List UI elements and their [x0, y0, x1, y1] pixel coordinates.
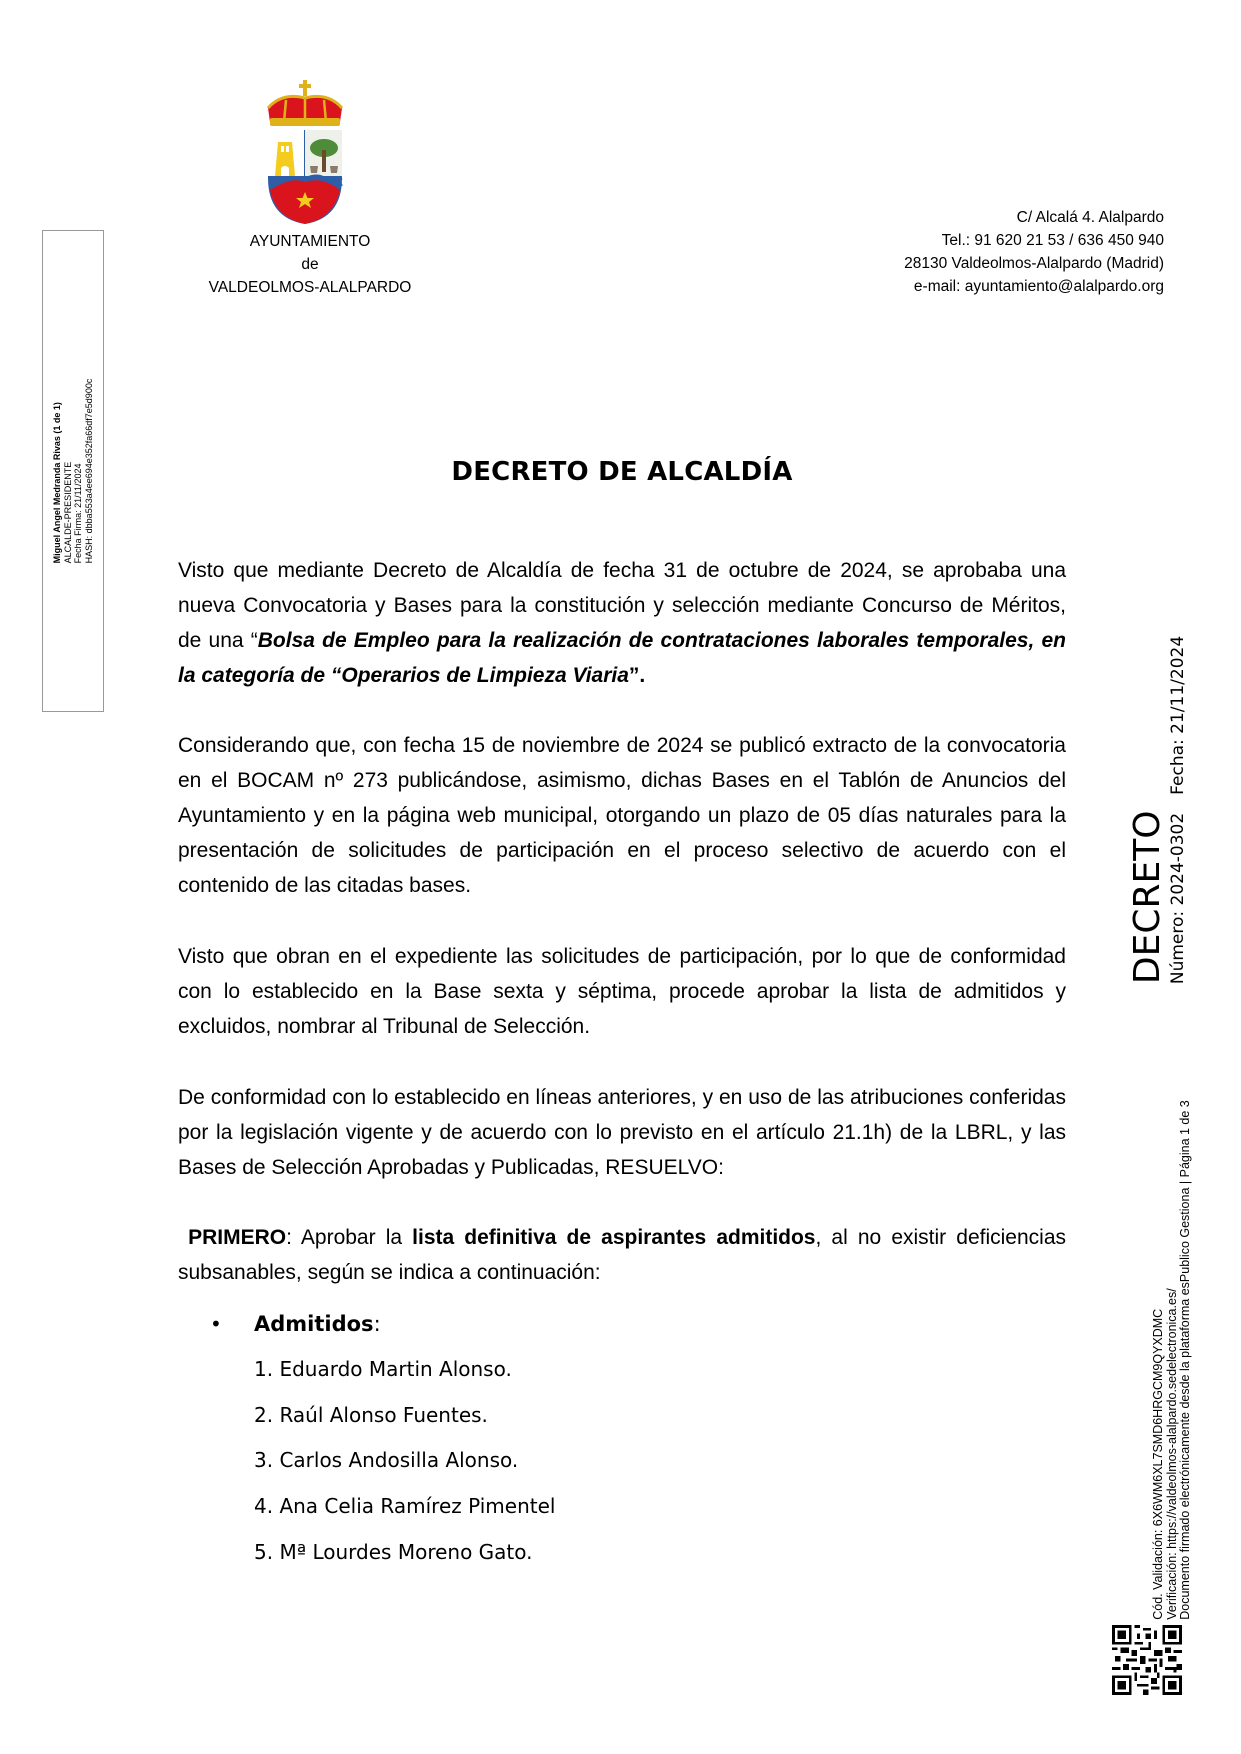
org-line-2: de — [301, 256, 319, 273]
list-item: 4. Ana Celia Ramírez Pimentel — [254, 1494, 556, 1518]
verification-block — [1142, 1095, 1202, 1625]
contact-email: e-mail: ayuntamiento@alalpardo.org — [913, 278, 1164, 295]
qr-code-icon[interactable] — [1112, 1625, 1182, 1695]
list-item: 2. Raúl Alonso Fuentes. — [254, 1403, 488, 1427]
primero-text-a: : Aprobar la — [286, 1226, 413, 1249]
signer-name: Miguel Angel Medranda Rivas (1 de 1) — [52, 402, 62, 564]
primero-label: PRIMERO — [188, 1226, 287, 1249]
verification-text — [1152, 1100, 1193, 1620]
platform-note: Documento firmado electrónicamente desde la plataforma esPublico Gestiona | Página 1 de 3 — [1177, 1100, 1192, 1620]
contact-block — [904, 206, 1164, 298]
admitted-heading — [254, 1312, 381, 1336]
primero-emphasis: lista definitiva de aspirantes admitidos — [412, 1226, 816, 1249]
verification-url[interactable]: Verificación: https://valdeolmos-alalpardo.sedelectronica.es/ — [1164, 1288, 1179, 1620]
list-item: 5. Mª Lourdes Moreno Gato. — [254, 1540, 533, 1564]
decree-stamp — [1118, 635, 1198, 985]
org-line-3: VALDEOLMOS-ALALPARDO — [208, 279, 412, 296]
stamp-date: Fecha: 21/11/2024 — [1168, 635, 1188, 795]
org-line-1: AYUNTAMIENTO — [249, 233, 371, 250]
list-item: 3. Carlos Andosilla Alonso. — [254, 1448, 519, 1472]
paragraph-3: Visto que obran en el expediente las solicitudes de participación, por lo que de conformidad con lo establecido en la Base sexta y séptima, procede aprobar la lista de admitidos y excluidos, nombrar al Tribunal de Selección. — [178, 945, 1066, 1038]
signature-box — [42, 230, 104, 712]
stamp-number: Número: 2024-0302 — [1168, 812, 1188, 985]
admitted-heading-colon: : — [373, 1312, 381, 1336]
primero-text-b: , al no existir deficiencias subsanables, según se indica a continuación: — [178, 1226, 1066, 1284]
p1-text: Visto que mediante Decreto de Alcaldía de fecha 31 de octubre de 2024, se aprobaba una nueva Convocatoria y Bases para la constitución y selección mediante Concurso de Méritos, de una “ — [178, 559, 1066, 652]
admitted-heading-label: Admitidos — [254, 1312, 374, 1336]
contact-city: 28130 Valdeolmos-Alalpardo (Madrid) — [904, 255, 1164, 272]
signature-text — [52, 379, 94, 564]
signature-hash: HASH: dbba553a4ee694e352fa66df7e5d900c — [83, 378, 94, 564]
stamp-label: DECRETO — [1127, 810, 1168, 985]
decree-stamp-text — [1128, 636, 1188, 984]
stamp-meta — [1168, 636, 1188, 984]
list-item: 1. Eduardo Martin Alonso. — [254, 1357, 512, 1381]
bullet-icon: • — [210, 1312, 222, 1336]
contact-address: C/ Alcalá 4. Alalpardo — [1016, 209, 1164, 226]
paragraph-4: De conformidad con lo establecido en líneas anteriores, y en uso de las atribuciones conferidas por la legislación vigente y de acuerdo con lo previsto en el artículo 21.1h) de la LBRL, y las Bases de Selección Aprobadas y Publicadas, RESUELVO: — [178, 1086, 1066, 1179]
p1-end: ”. — [628, 664, 646, 687]
p1-emphasis: Bolsa de Empleo para la realización de contrataciones laborales temporales, en la categoría de “Operarios de Limpieza Viaria — [178, 629, 1066, 687]
coat-of-arms-icon — [262, 78, 348, 228]
signature-date: Fecha Firma: 21/11/2024 — [73, 463, 83, 564]
paragraph-2: Considerando que, con fecha 15 de noviembre de 2024 se publicó extracto de la convocatoria en el BOCAM nº 273 publicándose, asimismo, dichas Bases en el Tablón de Anuncios del Ayuntamiento y en la página web municipal, otorgando un plazo de 05 días naturales para la presentación de solicitudes de participación en el proceso selectivo de acuerdo con el contenido de las citadas bases. — [178, 734, 1066, 897]
signer-role: ALCALDE-PRESIDENTE — [62, 461, 73, 564]
validation-code: Cód. Validación: 6X6WM6XL7SMD6HRGCM9QYXDMC — [1150, 1308, 1165, 1620]
paragraph-1 — [178, 553, 1066, 693]
contact-phone: Tel.: 91 620 21 53 / 636 450 940 — [941, 232, 1164, 249]
paragraph-primero — [178, 1220, 1066, 1290]
document-title: DECRETO DE ALCALDÍA — [451, 457, 793, 487]
organization-name — [195, 230, 425, 299]
